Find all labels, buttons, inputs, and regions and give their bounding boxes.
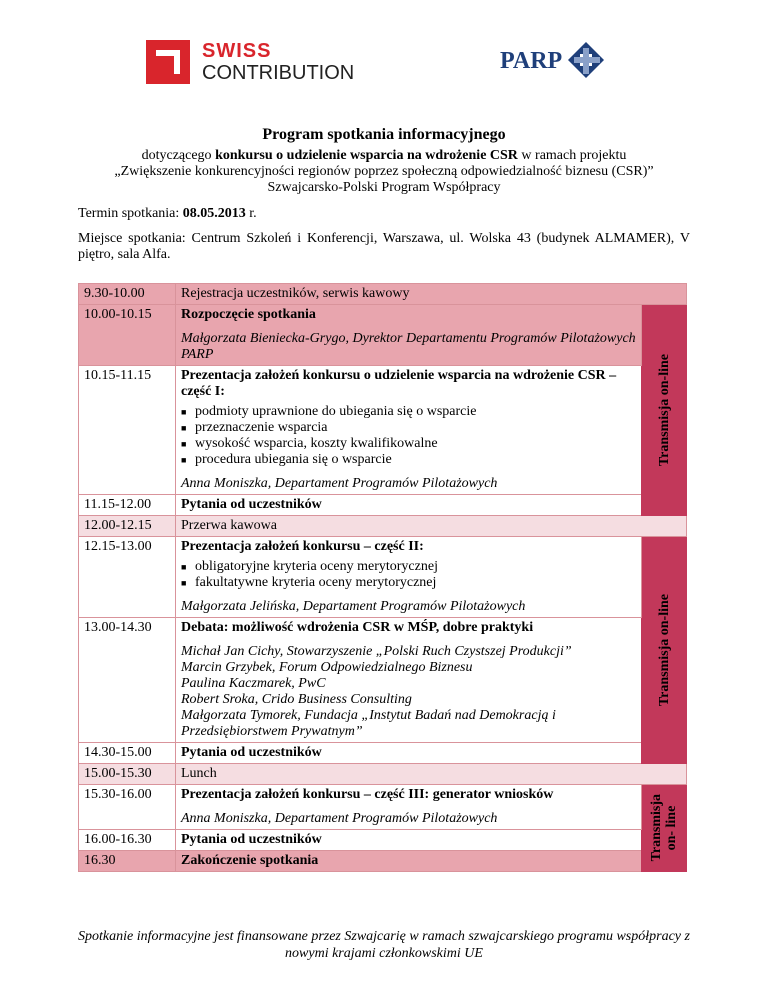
list-item: ■ wysokość wsparcia, koszty kwalifikowalne	[181, 436, 636, 452]
row-speaker: Anna Moniszka, Departament Programów Pilotażowych	[181, 811, 498, 826]
row-speaker: Małgorzata Jelińska, Departament Programów Pilotażowych	[181, 599, 526, 614]
parp-logo-text: PARP	[500, 48, 563, 74]
list-item: ■ podmioty uprawnione do ubiegania się o wsparcie	[181, 404, 636, 420]
row-title: Prezentacja założeń konkursu – część II:	[181, 539, 424, 554]
row-title: Rozpoczęcie spotkania	[181, 307, 316, 322]
swiss-logo-text-2: CONTRIBUTION	[202, 62, 355, 84]
table-row	[79, 284, 687, 305]
subtitle-line-2: „Zwiększenie konkurencyjności regionów poprzez społeczną odpowiedzialność biznesu (CSR)”	[114, 164, 654, 179]
row-title: Pytania od uczestników	[176, 830, 642, 851]
table-row	[79, 851, 687, 872]
row-time: 13.00-14.30	[79, 618, 176, 743]
swiss-contribution-logo	[146, 40, 366, 86]
row-time: 12.00-12.15	[79, 516, 176, 537]
row-time: 12.15-13.00	[79, 537, 176, 618]
row-time: 9.30-10.00	[79, 284, 176, 305]
row-speaker: Małgorzata Tymorek, Fundacja „Instytut Badań nad Demokracją i Przedsiębiorstwem Prywatnym”	[181, 708, 556, 739]
row-title: Pytania od uczestników	[176, 495, 642, 516]
row-content	[176, 785, 642, 830]
footer-note: Spotkanie informacyjne jest finansowane przez Szwajcarię w ramach szwajcarskiego programu współpracy z nowymi krajami członkowskimi UE	[78, 929, 690, 961]
table-row	[79, 785, 687, 830]
row-title: Lunch	[176, 764, 687, 785]
table-row	[79, 743, 687, 764]
subtitle-line-1: dotyczącego konkursu o udzielenie wsparcia na wdrożenie CSR w ramach projektu	[141, 148, 627, 163]
row-time: 11.15-12.00	[79, 495, 176, 516]
subtitle-line-3: Szwajcarsko-Polski Program Współpracy	[267, 180, 501, 195]
swiss-logo-text-1: SWISS	[202, 40, 272, 62]
meeting-date: Termin spotkania: 08.05.2013 r.	[78, 206, 257, 221]
table-row	[79, 495, 687, 516]
schedule-table	[78, 283, 687, 872]
row-title: Rejestracja uczestników, serwis kawowy	[176, 284, 687, 305]
row-title: Debata: możliwość wdrożenia CSR w MŚP, dobre praktyki	[181, 620, 534, 635]
row-speaker: Marcin Grzybek, Forum Odpowiedzialnego Biznesu	[181, 660, 473, 675]
online-transmission-label-3: Transmisja on- line	[642, 785, 687, 872]
table-row	[79, 516, 687, 537]
meeting-place: Miejsce spotkania: Centrum Szkoleń i Konferencji, Warszawa, ul. Wolska 43 (budynek ALMAMER), V piętro, sala Alfa.	[78, 231, 690, 262]
row-content	[176, 537, 642, 618]
page-title: Program spotkania informacyjnego	[262, 126, 506, 143]
row-time: 10.00-10.15	[79, 305, 176, 366]
list-item: ■ przeznaczenie wsparcia	[181, 420, 636, 436]
parp-logo	[500, 40, 610, 86]
row-speaker: Anna Moniszka, Departament Programów Pilotażowych	[181, 476, 498, 491]
row-content	[176, 618, 642, 743]
list-item: ■ procedura ubiegania się o wsparcie	[181, 452, 636, 468]
row-time: 10.15-11.15	[79, 366, 176, 495]
online-transmission-label-2: Transmisja on-line	[642, 537, 687, 764]
table-row	[79, 537, 687, 618]
list-item: ■ fakultatywne kryteria oceny merytorycznej	[181, 575, 636, 591]
row-speaker: Robert Sroka, Crido Business Consulting	[181, 692, 412, 707]
row-time: 16.00-16.30	[79, 830, 176, 851]
list-item: ■ obligatoryjne kryteria oceny merytorycznej	[181, 559, 636, 575]
table-row	[79, 830, 687, 851]
row-content	[176, 305, 642, 366]
row-time: 15.00-15.30	[79, 764, 176, 785]
row-time: 16.30	[79, 851, 176, 872]
row-title: Pytania od uczestników	[176, 743, 642, 764]
subtitle	[60, 148, 708, 196]
row-speaker: Michał Jan Cichy, Stowarzyszenie „Polski Ruch Czystszej Produkcji”	[181, 644, 572, 659]
table-row	[79, 764, 687, 785]
row-time: 14.30-15.00	[79, 743, 176, 764]
table-row	[79, 305, 687, 366]
row-title: Prezentacja założeń konkursu – część III: generator wniosków	[181, 787, 554, 802]
bullet-list	[181, 404, 636, 468]
row-speaker: Paulina Kaczmarek, PwC	[181, 676, 326, 691]
row-time: 15.30-16.00	[79, 785, 176, 830]
row-speaker: Małgorzata Bieniecka-Grygo, Dyrektor Departamentu Programów Pilotażowych PARP	[181, 331, 636, 362]
parp-logo-icon	[566, 40, 606, 84]
table-row	[79, 366, 687, 495]
table-row	[79, 618, 687, 743]
row-title: Prezentacja założeń konkursu o udzielenie wsparcia na wdrożenie CSR – część I:	[181, 368, 617, 399]
swiss-logo-mark	[146, 40, 190, 84]
row-title: Przerwa kawowa	[176, 516, 687, 537]
online-transmission-label-1: Transmisja on-line	[642, 305, 687, 516]
row-title: Zakończenie spotkania	[176, 851, 642, 872]
row-content	[176, 366, 642, 495]
bullet-list	[181, 559, 636, 591]
